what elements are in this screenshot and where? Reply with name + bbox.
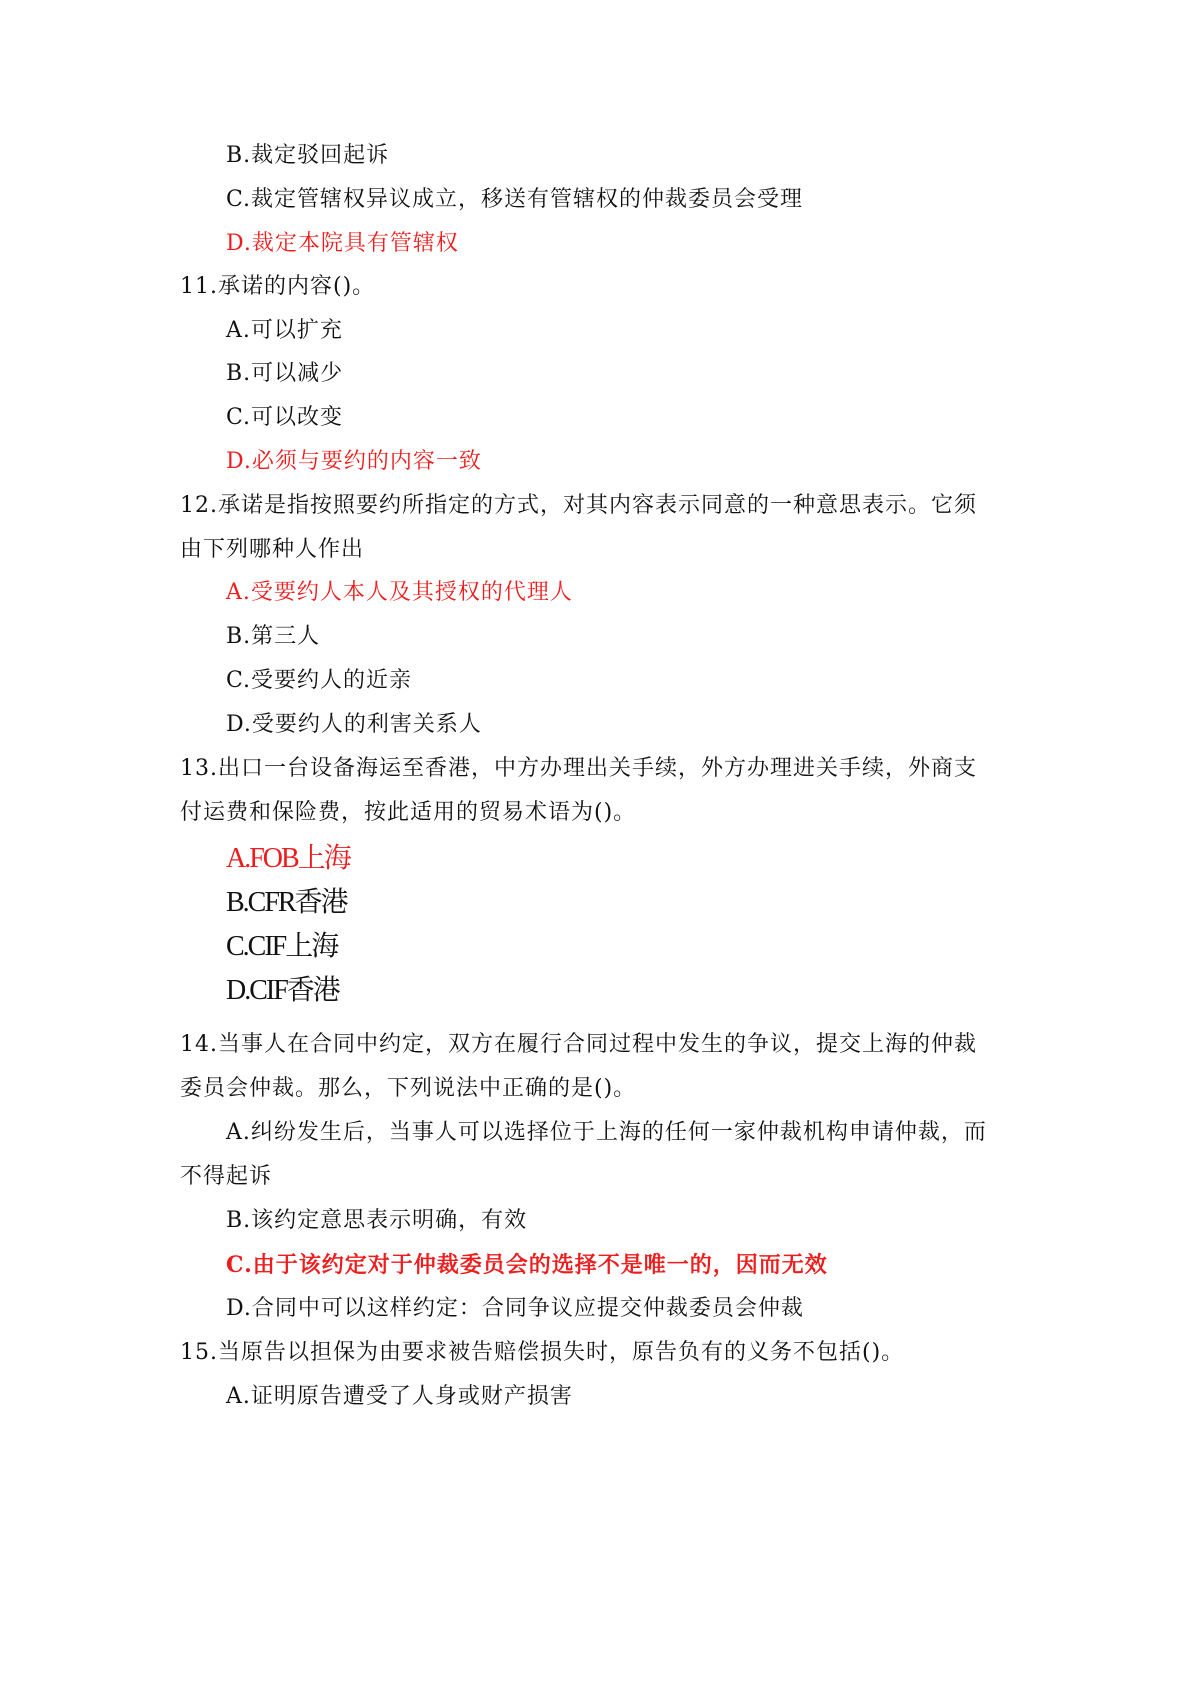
q12-option-c: C.受要约人的近亲 xyxy=(226,668,413,693)
q10-option-b: B.裁定驳回起诉 xyxy=(226,143,390,168)
q11-option-d-answer: D.必须与要约的内容一致 xyxy=(226,449,482,474)
q13-option-b: B.CFR香港 xyxy=(226,887,347,918)
q13-stem-line2: 付运费和保险费，按此适用的贸易术语为()。 xyxy=(180,800,637,825)
q11-stem: 11.承诺的内容()。 xyxy=(180,274,376,299)
q14-option-a-line1: A.纠纷发生后，当事人可以选择位于上海的任何一家仲裁机构申请仲裁，而 xyxy=(226,1120,987,1145)
q12-stem-line2: 由下列哪种人作出 xyxy=(180,537,365,562)
q14-stem-line1: 14.当事人在合同中约定，双方在履行合同过程中发生的争议，提交上海的仲裁 xyxy=(180,1032,977,1057)
q10-option-c: C.裁定管辖权异议成立，移送有管辖权的仲裁委员会受理 xyxy=(226,187,804,212)
q13-stem-line1: 13.出口一台设备海运至香港，中方办理出关手续，外方办理进关手续，外商支 xyxy=(180,756,977,781)
q14-option-a-line2: 不得起诉 xyxy=(180,1164,273,1189)
q14-option-b: B.该约定意思表示明确，有效 xyxy=(226,1208,528,1233)
q12-option-a-answer: A.受要约人本人及其授权的代理人 xyxy=(226,580,573,605)
q14-option-c-answer: C.由于该约定对于仲裁委员会的选择不是唯一的，因而无效 xyxy=(226,1252,828,1278)
q13-option-c: C.CIF上海 xyxy=(226,931,338,962)
q11-option-a: A.可以扩充 xyxy=(226,318,343,343)
q14-stem-line2: 委员会仲裁。那么，下列说法中正确的是()。 xyxy=(180,1076,637,1101)
q13-option-a-answer: A.FOB上海 xyxy=(226,843,350,874)
q14-option-d: D.合同中可以这样约定：合同争议应提交仲裁委员会仲裁 xyxy=(226,1296,804,1321)
q12-option-d: D.受要约人的利害关系人 xyxy=(226,712,482,737)
q12-stem-line1: 12.承诺是指按照要约所指定的方式，对其内容表示同意的一种意思表示。它须 xyxy=(180,493,977,518)
q10-option-d-answer: D.裁定本院具有管辖权 xyxy=(226,231,459,256)
q13-option-d: D.CIF香港 xyxy=(226,975,339,1006)
q15-stem: 15.当原告以担保为由要求被告赔偿损失时，原告负有的义务不包括()。 xyxy=(180,1340,905,1365)
q11-option-b: B.可以减少 xyxy=(226,361,344,386)
q15-option-a: A.证明原告遭受了人身或财产损害 xyxy=(226,1384,573,1409)
q12-option-b: B.第三人 xyxy=(226,624,321,649)
q11-option-c: C.可以改变 xyxy=(226,405,344,430)
